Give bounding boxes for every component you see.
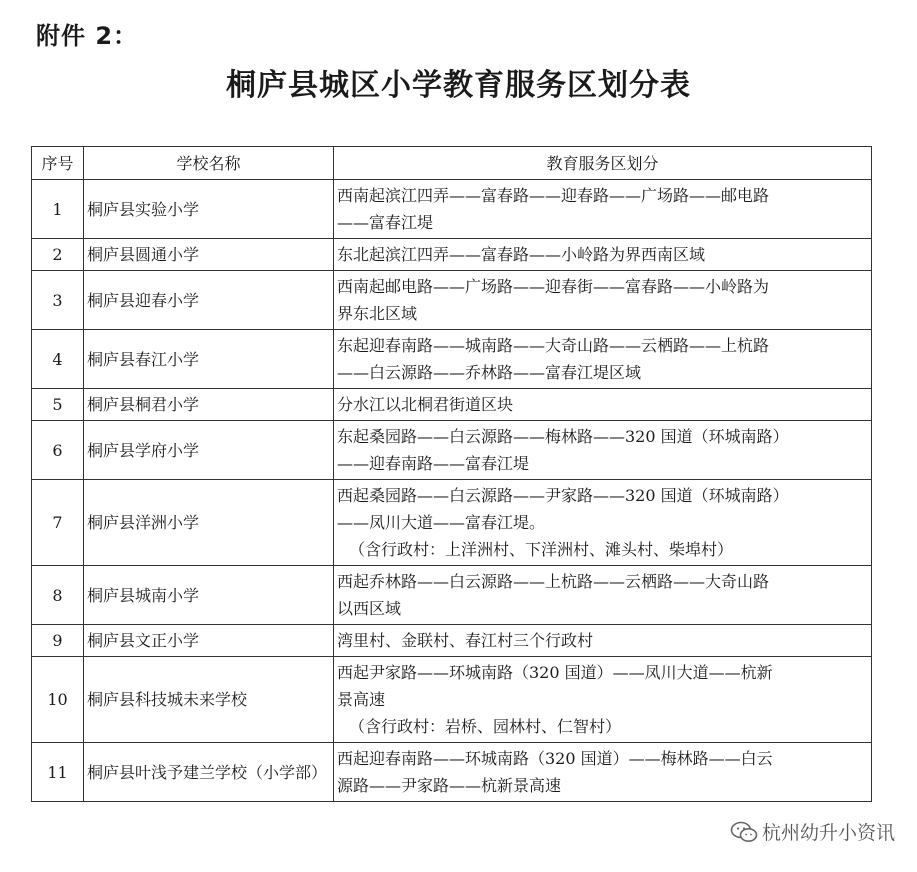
service-area-line: 景高速 [337, 690, 386, 709]
service-area [334, 180, 872, 239]
service-area-line: ——白云源路——乔林路——富春江堤区域 [337, 363, 642, 382]
school-name: 桐庐县叶浅予建兰学校（小学部） [84, 743, 334, 802]
row-number: 11 [32, 743, 84, 802]
watermark [730, 818, 895, 845]
service-area [334, 389, 872, 421]
service-area-line: 界东北区域 [337, 304, 418, 323]
school-name: 桐庐县桐君小学 [84, 389, 334, 421]
service-area [334, 330, 872, 389]
row-number: 3 [32, 271, 84, 330]
row-number: 6 [32, 421, 84, 480]
service-area-line: 西起尹家路——环城南路（320 国道）——凤川大道——杭新 [337, 663, 773, 682]
service-area [334, 239, 872, 271]
attachment-label: 附件 2： [36, 22, 139, 50]
service-area-note: （含行政村：上洋洲村、下洋洲村、滩头村、柴埠村） [349, 540, 734, 559]
table-row [32, 480, 872, 566]
row-number: 10 [32, 657, 84, 743]
table-row [32, 180, 872, 239]
service-area-line: 西起桑园路——白云源路——尹家路——320 国道（环城南路） [337, 486, 789, 505]
service-area-line: 分水江以北桐君街道区块 [337, 395, 514, 414]
table-row [32, 389, 872, 421]
col-header-school: 学校名称 [84, 147, 334, 180]
service-area [334, 421, 872, 480]
school-name: 桐庐县洋洲小学 [84, 480, 334, 566]
service-area-line: 西起乔林路——白云源路——上杭路——云栖路——大奇山路 [337, 572, 770, 591]
row-number: 4 [32, 330, 84, 389]
service-area-line: 西南起滨江四弄——富春路——迎春路——广场路——邮电路 [337, 186, 770, 205]
service-area-line: 东起桑园路——白云源路——梅林路——320 国道（环城南路） [337, 427, 789, 446]
table-header-row [32, 147, 872, 180]
service-area [334, 566, 872, 625]
table-row [32, 743, 872, 802]
service-area [334, 657, 872, 743]
row-number: 8 [32, 566, 84, 625]
service-area-line: 源路——尹家路——杭新景高速 [337, 776, 562, 795]
service-area [334, 743, 872, 802]
service-area-line: 以西区域 [337, 599, 402, 618]
service-zone-table [31, 146, 872, 802]
row-number: 2 [32, 239, 84, 271]
table-row [32, 421, 872, 480]
table-row [32, 566, 872, 625]
service-area-line: 东北起滨江四弄——富春路——小岭路为界西南区域 [337, 245, 706, 264]
col-header-no: 序号 [32, 147, 84, 180]
school-name: 桐庐县科技城未来学校 [84, 657, 334, 743]
row-number: 1 [32, 180, 84, 239]
service-area-line: 湾里村、金联村、春江村三个行政村 [337, 631, 594, 650]
wechat-icon [730, 821, 758, 843]
service-area-line: ——凤川大道——富春江堤。 [337, 513, 546, 532]
table-row [32, 271, 872, 330]
row-number: 9 [32, 625, 84, 657]
service-area-line: 东起迎春南路——城南路——大奇山路——云栖路——上杭路 [337, 336, 770, 355]
service-area [334, 625, 872, 657]
service-area [334, 271, 872, 330]
school-name: 桐庐县城南小学 [84, 566, 334, 625]
service-area-line: ——迎春南路——富春江堤 [337, 454, 530, 473]
school-name: 桐庐县迎春小学 [84, 271, 334, 330]
service-area-line: ——富春江堤 [337, 213, 434, 232]
school-name: 桐庐县文正小学 [84, 625, 334, 657]
school-name: 桐庐县春江小学 [84, 330, 334, 389]
table-row [32, 239, 872, 271]
table-row [32, 330, 872, 389]
school-name: 桐庐县实验小学 [84, 180, 334, 239]
service-area-line: 西起迎春南路——环城南路（320 国道）——梅林路——白云 [337, 749, 773, 768]
watermark-text: 杭州幼升小资讯 [761, 822, 895, 844]
table-row [32, 625, 872, 657]
service-area-line: 西南起邮电路——广场路——迎春街——富春路——小岭路为 [337, 277, 770, 296]
service-area [334, 480, 872, 566]
row-number: 7 [32, 480, 84, 566]
page-title: 桐庐县城区小学教育服务区划分表 [226, 68, 691, 103]
row-number: 5 [32, 389, 84, 421]
school-name: 桐庐县学府小学 [84, 421, 334, 480]
col-header-area: 教育服务区划分 [334, 147, 872, 180]
service-area-note: （含行政村：岩桥、园林村、仁智村） [349, 717, 622, 736]
table-row [32, 657, 872, 743]
school-name: 桐庐县圆通小学 [84, 239, 334, 271]
